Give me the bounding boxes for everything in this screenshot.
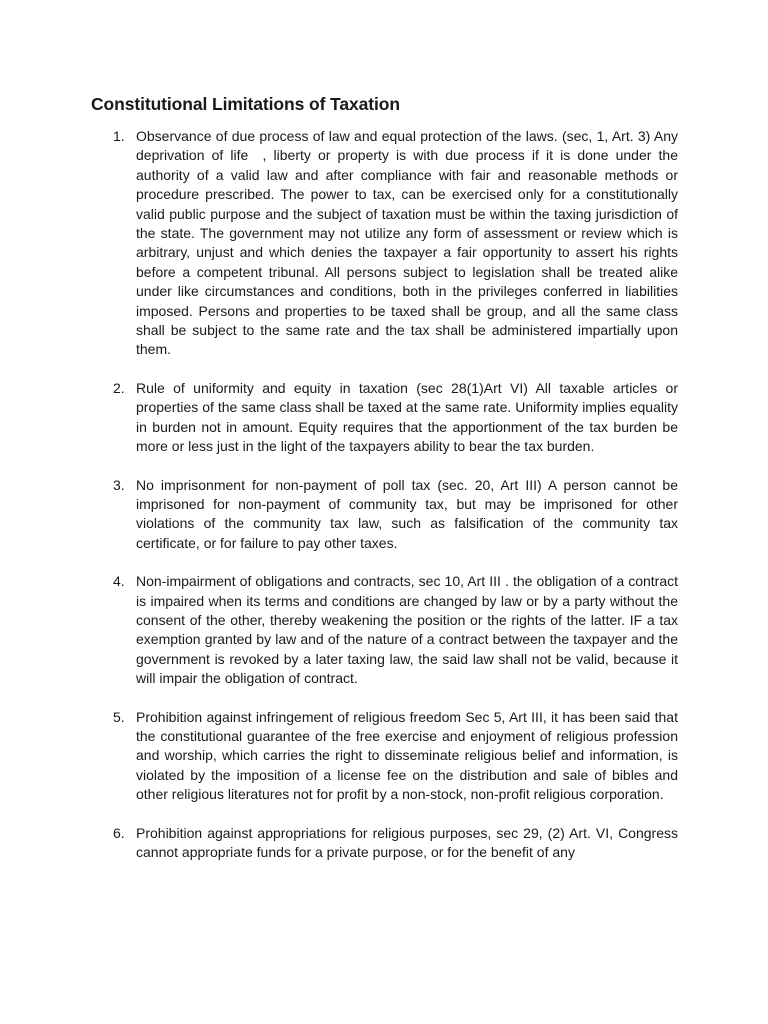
limitations-list <box>0 127 768 881</box>
list-item-text: Prohibition against appropriations for religious purposes, sec 29, (2) Art. VI, Congress cannot appropriate funds for a private purpose, or for the benefit of any <box>136 824 682 860</box>
list-item-text: No imprisonment for non-payment of poll tax (sec. 20, Art III) A person cannot be imprisoned for non-payment of community tax, but may be imprisoned for other violations of the community tax law, such as falsification of the community tax certificate, or for failure to pay other taxes. <box>136 476 682 551</box>
list-item-number: 1. <box>113 128 125 144</box>
list-item-number: 4. <box>113 573 125 590</box>
list-item <box>0 127 768 360</box>
list-item-text: Non-impairment of obligations and contracts, sec 10, Art III . the obligation of a contract is impaired when its terms and conditions are changed by law or by a party without the consent of the other, thereby weakening the position or the rights of the latter. IF a tax exemption granted by law and of the nature of a contract between the taxpayer and the government is revoked by a later taxing law, the said law shall not be valid, because it will impair the obligation of contract. <box>136 573 682 687</box>
list-item-text: Prohibition against infringement of religious freedom Sec 5, Art III, it has been said that the constitutional guarantee of the free exercise and enjoyment of religious profession and worship, which carries the right to disseminate religious belief and information, is violated by the imposition of a license fee on the distribution and sale of bibles and other religious literatures not for profit by a non-stock, non-profit religious corporation. <box>136 708 682 803</box>
list-item-text: Rule of uniformity and equity in taxation (sec 28(1)Art VI) All taxable articles or properties of the same class shall be taxed at the same rate. Uniformity implies equality in burden not in amount. Equity requires that the apportionment of the tax burden be more or less just in the light of the taxpayers ability to bear the tax burden. <box>136 379 682 455</box>
list-item <box>0 824 768 863</box>
list-item <box>0 572 768 688</box>
list-item <box>0 708 768 805</box>
list-item <box>0 379 768 457</box>
document-title: Constitutional Limitations of Taxation <box>91 94 400 114</box>
list-item <box>0 476 768 554</box>
list-item-number: 6. <box>113 824 125 841</box>
list-item-number: 2. <box>113 379 125 396</box>
list-item-number: 3. <box>113 476 125 493</box>
list-item-number: 5. <box>113 708 125 725</box>
list-item-text: Observance of due process of law and equal protection of the laws. (sec, 1, Art. 3) Any deprivation of life , liberty or property is with due process if it is done under the authority of a valid law and after compliance with fair and reasonable methods or procedure prescribed. The power to tax, can be exercised only for a constitutionally valid public purpose and the subject of taxation must be within the taxing jurisdiction of the state. The government may not utilize any form of assessment or review which is arbitrary, unjust and which denies the taxpayer a fair opportunity to assert his rights before a competent tribunal. All persons subject to legislation shall be treated alike under like circumstances and conditions, both in the privileges conferred in liabilities imposed. Persons and properties to be taxed shall be group, and all the same class shall be subject to the same rate and the tax shall be administered impartially upon them. <box>136 128 682 358</box>
